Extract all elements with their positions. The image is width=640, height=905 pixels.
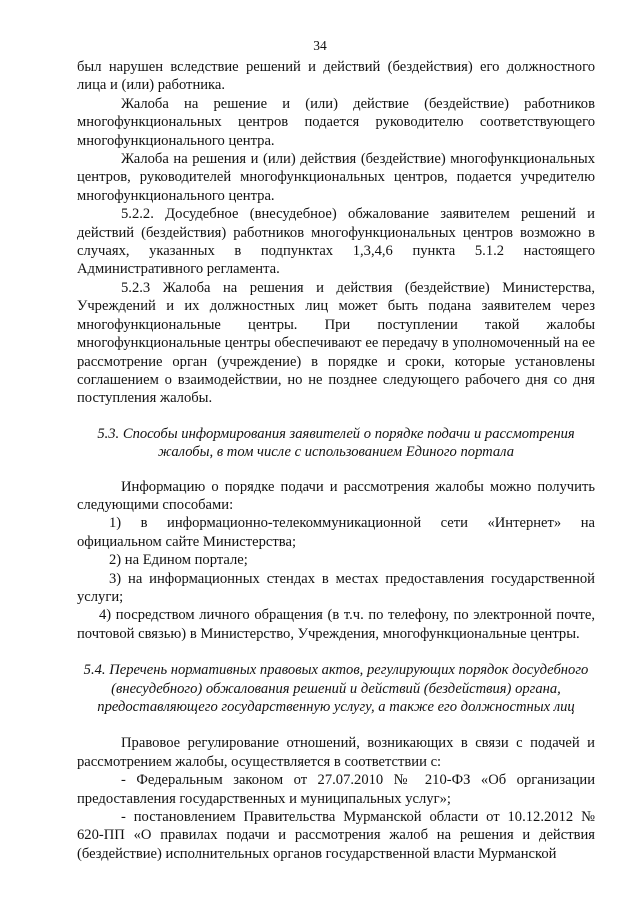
paragraph: Правовое регулирование отношений, возникающих в связи с подачей и рассмотрением жалобы, осуществляется в соответствии с: xyxy=(77,735,595,770)
paragraph: 5.2.3 Жалоба на решения и действия (бездействие) Министерства, Учреждений и их должностных лиц может быть подана заявителем через многофункциональные центры. При поступлении такой жалобы многофункциональные центры обеспечивают ее передачу в уполномоченный на ее рассмотрение орган (учреждение) в порядке и сроки, которые установлены соглашением о взаимодействии, но не позднее следующего рабочего дня со дня поступления жалобы. xyxy=(77,279,595,407)
section-heading: 5.3. Способы информирования заявителей о порядке подачи и рассмотрения жалобы, в том числе с использованием Единого портала xyxy=(97,425,575,461)
list-item: 2) на Едином портале; xyxy=(109,552,248,569)
document-body xyxy=(77,58,595,863)
paragraph: 5.2.2. Досудебное (внесудебное) обжалование заявителем решений и действий (бездействия) работников многофункциональных центров возможно в случаях, указанных в подпунктах 1,3,4,6 пункта 5.1.2 настоящего Административного регламента. xyxy=(77,206,595,278)
paragraph: Жалоба на решения и (или) действия (бездействие) многофункциональных центров, руководителей многофункциональных центров, подается учредителю многофункционального центра. xyxy=(77,151,595,204)
page-number: 34 xyxy=(313,38,327,53)
list-item: 1) в информационно-телекоммуникационной сети «Интернет» на официальном сайте Министерства; xyxy=(77,515,595,550)
paragraph: Жалоба на решение и (или) действие (бездействие) работников многофункциональных центров подается руководителю соответствующего многофункционального центра. xyxy=(77,95,595,149)
list-item: 4) посредством личного обращения (в т.ч. по телефону, по электронной почте, почтовой связью) в Министерство, Учреждения, многофункциональные центры. xyxy=(77,607,595,642)
paragraph: Информацию о порядке подачи и рассмотрения жалобы можно получить следующими способами: xyxy=(77,478,595,513)
list-item: - Федеральным законом от 27.07.2010 № 210-ФЗ «Об организации предоставления государственных и муниципальных услуг»; xyxy=(77,772,595,807)
paragraph: был нарушен вследствие решений и действий (бездействия) его должностного лица и (или) работника. xyxy=(77,59,595,94)
list-item: - постановлением Правительства Мурманской области от 10.12.2012 № 620-ПП «О правилах подачи и рассмотрения жалоб на решения и действия (бездействие) исполнительных органов государственной власти Мурманской xyxy=(77,809,595,862)
list-item: 3) на информационных стендах в местах предоставления государственной услуги; xyxy=(77,570,595,605)
section-heading: 5.4. Перечень нормативных правовых актов, регулирующих порядок досудебного (внесудебного) обжалования решений и действий (бездействия) органа, предоставляющего государственную услугу, а также его должностных лиц xyxy=(83,662,589,715)
